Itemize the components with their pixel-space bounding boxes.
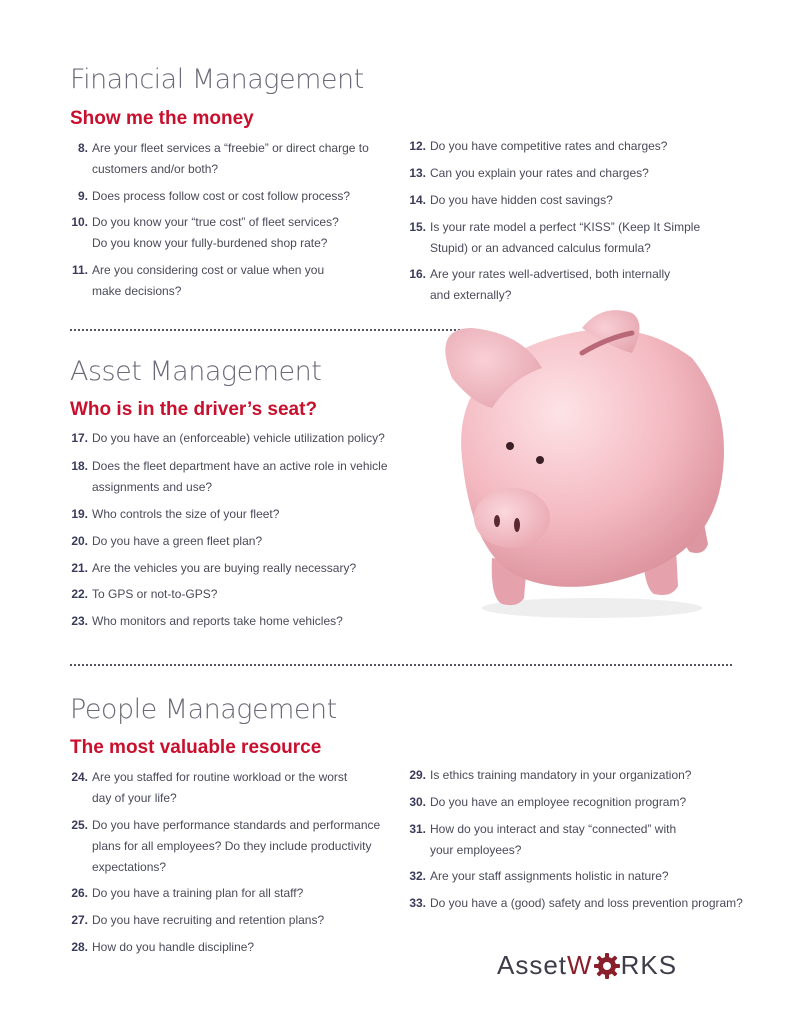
assetworks-logo bbox=[497, 950, 677, 981]
question-number: 23. bbox=[71, 614, 88, 628]
question-line: and externally? bbox=[430, 288, 512, 302]
question-line: day of your life? bbox=[92, 791, 177, 805]
question-line: assignments and use? bbox=[92, 480, 213, 494]
question-line: Do you know your “true cost” of fleet services? bbox=[92, 215, 339, 229]
question-line: Is ethics training mandatory in your organization? bbox=[430, 768, 692, 782]
question-number: 26. bbox=[71, 886, 88, 900]
question-line: Does process follow cost or cost follow process? bbox=[92, 189, 351, 203]
question-line: Do you have hidden cost savings? bbox=[430, 193, 613, 207]
people-subtitle: The most valuable resource bbox=[70, 737, 322, 758]
question-line: Are your fleet services a “freebie” or direct charge to bbox=[92, 141, 369, 155]
section-divider bbox=[70, 664, 732, 666]
asset-title: Asset Management bbox=[70, 356, 322, 387]
question-number: 18. bbox=[71, 459, 88, 473]
question-line: Do you have an employee recognition program? bbox=[430, 795, 687, 809]
question-line: Are your rates well-advertised, both internally bbox=[430, 267, 671, 281]
question-line: Are the vehicles you are buying really necessary? bbox=[92, 561, 357, 575]
logo-text-rks: RKS bbox=[620, 950, 678, 980]
question-number: 11. bbox=[71, 263, 88, 277]
question-line: your employees? bbox=[430, 843, 522, 857]
logo-text-asset: Asset bbox=[497, 950, 568, 980]
question-line: make decisions? bbox=[92, 284, 182, 298]
question-line: plans for all employees? Do they include productivity bbox=[92, 839, 372, 853]
question-line: Does the fleet department have an active role in vehicle bbox=[92, 459, 388, 473]
people-title: People Management bbox=[70, 694, 337, 725]
question-line: Do you have competitive rates and charges? bbox=[430, 139, 668, 153]
question-line: How do you handle discipline? bbox=[92, 940, 255, 954]
question-line: Do you have recruiting and retention plans? bbox=[92, 913, 325, 927]
question-number: 12. bbox=[409, 139, 426, 153]
question-number: 31. bbox=[409, 822, 426, 836]
question-number: 13. bbox=[409, 166, 426, 180]
question-number: 22. bbox=[71, 587, 88, 601]
question-line: Do you have a green fleet plan? bbox=[92, 534, 263, 548]
question-number: 27. bbox=[71, 913, 88, 927]
question-number: 24. bbox=[71, 770, 88, 784]
asset-subtitle: Who is in the driver’s seat? bbox=[70, 399, 318, 420]
logo-text-w: W bbox=[567, 950, 593, 980]
piggy-bank-image bbox=[432, 308, 732, 628]
question-line: Are your staff assignments holistic in nature? bbox=[430, 869, 669, 883]
question-line: Are you considering cost or value when you bbox=[92, 263, 325, 277]
question-line: Do you have a training plan for all staff? bbox=[92, 886, 304, 900]
question-line: To GPS or not-to-GPS? bbox=[92, 587, 218, 601]
question-line: Who monitors and reports take home vehicles? bbox=[92, 614, 343, 628]
question-line: Do you have an (enforceable) vehicle utilization policy? bbox=[92, 431, 385, 445]
gear-icon bbox=[594, 953, 620, 979]
question-number: 21. bbox=[71, 561, 88, 575]
question-line: Who controls the size of your fleet? bbox=[92, 507, 280, 521]
question-line: Do you have a (good) safety and loss prevention program? bbox=[430, 896, 743, 910]
question-line: Stupid) or an advanced calculus formula? bbox=[430, 241, 651, 255]
question-line: Do you have performance standards and performance bbox=[92, 818, 381, 832]
financial-subtitle: Show me the money bbox=[70, 108, 254, 129]
question-number: 19. bbox=[71, 507, 88, 521]
question-line: How do you interact and stay “connected” with bbox=[430, 822, 677, 836]
question-number: 29. bbox=[409, 768, 426, 782]
section-divider bbox=[70, 329, 460, 331]
question-line: Can you explain your rates and charges? bbox=[430, 166, 649, 180]
question-line: Do you know your fully-burdened shop rate? bbox=[92, 236, 328, 250]
question-number: 33. bbox=[409, 896, 426, 910]
question-number: 17. bbox=[71, 431, 88, 445]
question-number: 32. bbox=[409, 869, 426, 883]
financial-title: Financial Management bbox=[70, 64, 364, 95]
question-line: customers and/or both? bbox=[92, 162, 219, 176]
question-number: 15. bbox=[409, 220, 426, 234]
question-line: Are you staffed for routine workload or the worst bbox=[92, 770, 348, 784]
question-number: 8. bbox=[77, 141, 88, 155]
question-number: 20. bbox=[71, 534, 88, 548]
question-number: 30. bbox=[409, 795, 426, 809]
question-number: 10. bbox=[71, 215, 88, 229]
question-line: Is your rate model a perfect “KISS” (Keep It Simple bbox=[430, 220, 701, 234]
question-number: 25. bbox=[71, 818, 88, 832]
question-line: expectations? bbox=[92, 860, 167, 874]
question-number: 28. bbox=[71, 940, 88, 954]
question-number: 9. bbox=[77, 189, 88, 203]
question-number: 14. bbox=[409, 193, 426, 207]
question-number: 16. bbox=[409, 267, 426, 281]
